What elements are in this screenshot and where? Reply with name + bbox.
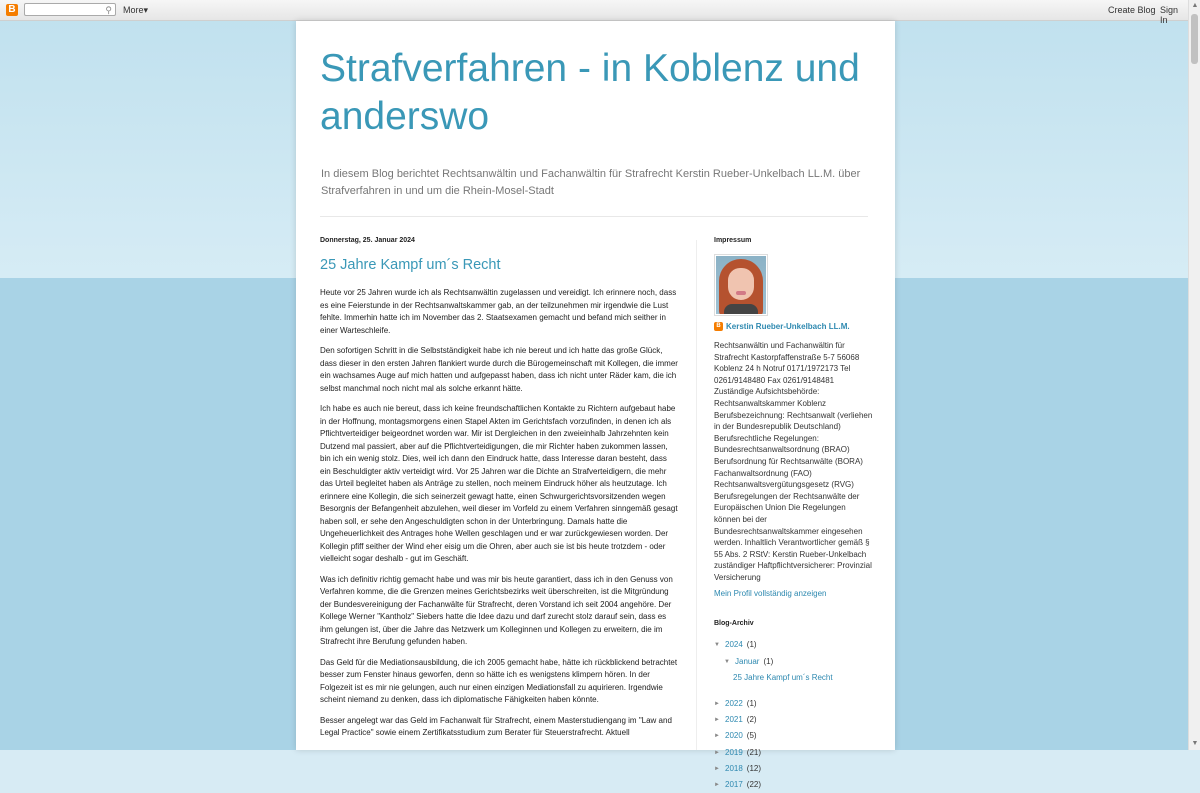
archive-count: (2) xyxy=(746,715,757,725)
collapse-toggle-icon[interactable]: ▼ xyxy=(714,642,720,649)
blog-page xyxy=(296,21,895,789)
header-divider xyxy=(320,216,868,217)
sidebar xyxy=(714,237,874,793)
profile-name-row xyxy=(714,322,874,331)
blogger-navbar xyxy=(0,0,1188,25)
post-body xyxy=(320,287,678,740)
archive-year-2024 xyxy=(714,637,874,653)
archive-post-item xyxy=(714,670,874,686)
profile-photo-image xyxy=(716,256,766,314)
scroll-down-arrow-icon[interactable]: ▼ xyxy=(1191,740,1199,747)
scrollbar[interactable] xyxy=(1188,0,1200,750)
archive-count: (5) xyxy=(746,731,757,741)
search-icon[interactable]: ⚲ xyxy=(105,5,112,15)
archive-year-link[interactable]: 2017 xyxy=(725,779,743,789)
profile-photo[interactable] xyxy=(714,254,768,316)
expand-toggle-icon[interactable]: ► xyxy=(714,781,720,788)
impressum-title: Impressum xyxy=(714,237,752,244)
archive-post-link[interactable]: 25 Jahre Kampf um´s Recht xyxy=(733,672,833,682)
main-column xyxy=(320,237,678,748)
post-paragraph: Den sofortigen Schritt in die Selbstständigkeit habe ich nie bereut und ich hatte das große Glück, dass dieser in den ersten Jahren flankiert wurde durch die Bürogemeinschaft mit Kollegen, die immer ein wachsames Auge auf mich hatten und aufgepasst haben, dass ich nicht unter Räder kam, die ich selbst manchmal noch nicht mal als solche erkannt hätte. xyxy=(320,346,678,393)
expand-toggle-icon[interactable]: ► xyxy=(714,765,720,772)
archive-year-2017 xyxy=(714,777,874,793)
post-paragraph: Heute vor 25 Jahren wurde ich als Rechtsanwältin zugelassen und vereidigt. Ich erinnere noch, dass es eine Feierstunde in der Rechtsanwaltskammer gab, an der teilzunehmen mir irgendwie die Lust fehlte. Immerhin hatte ich im November das 2. Staatsexamen gemacht und befand mich seither in einer Warteschleife. xyxy=(320,288,677,335)
archive-year-link[interactable]: 2024 xyxy=(725,640,743,650)
more-menu-button[interactable]: More▾ xyxy=(123,5,149,15)
archive-year-2021 xyxy=(714,712,874,728)
full-profile-link[interactable]: Mein Profil vollständig anzeigen xyxy=(714,589,827,599)
archive-count: (12) xyxy=(746,763,762,773)
post-paragraph: Was ich definitiv richtig gemacht habe und was mir bis heute garantiert, dass ich in den Genuss von Verfahren komme, die die Grenzen meines Gerichtsbezirks weit überschreiten, ist die Mitgründung der Bundesvereinigung der Fachanwälte für Strafrecht, deren Vorstand ich seit 2004 angehöre. Der Kollege Werner "Kantholz" Siebers hatte die Idee dazu und darf zurecht stolz darauf sein, dass es ihm gelungen ist, über die Jahre das Netzwerk um Kolleginnen und Kollegen zu erweitern, die im Strafrecht ihre Berufung gefunden haben. xyxy=(320,574,673,646)
blogger-profile-icon: B xyxy=(714,322,723,331)
post-paragraph: Ich habe es auch nie bereut, dass ich keine freundschaftlichen Kontakte zu Richtern aufgebaut habe in der Hoffnung, montagsmorgens einen Stapel Akten im Gerichtsfach vorzufinden, in denen ich als Pflichtverteidiger beigeordnet worden war. Mir ist Dergleichen in den zweieinhalb Jahrzehnten kein Dutzend mal passiert, aber auf die Pflichtverteidigungen, die mir Richter haben zukommen lassen, bin ich ein wenig stolz. Dies, weil ich dann den Eindruck hatte, dass Interesse daran besteht, dass ein Beschuldigter aktiv verteidigt wird. Vor 25 Jahren war die Dichte an Strafverteidigern, die mehr das Urteil begleitet haben als Anträge zu stellen, noch meinem Eindruck höher als heutzutage. Ich erinnere eine Kollegin, die sich seinerzeit gewagt hatte, einen Schwurgerichtsvorsitzenden wegen Besorgnis der Befangenheit abzulehen, weil dieser im Vorfeld zu einem Verfahren sinngemäß gesagt haben soll, er sehe den Angeschuldigten schon in der Unterbringung. Damals hatte die Ungeheuerlichkeit des Antrages hohe Wellen geschlagen und er war zurückgewiesen worden. Der Kollegin pfiff seither der Wind eher eisig um die Ohren, aber auch sie ist bis heute trotzdem - oder vielleicht sogar deshalb - gut im Geschäft. xyxy=(320,404,678,563)
blog-archive xyxy=(714,637,874,793)
archive-year-link[interactable]: 2022 xyxy=(725,699,743,709)
archive-year-2022 xyxy=(714,696,874,712)
archive-year-2018 xyxy=(714,761,874,777)
archive-count: (22) xyxy=(746,779,762,789)
scroll-up-arrow-icon[interactable]: ▲ xyxy=(1191,2,1199,9)
archive-year-link[interactable]: 2021 xyxy=(725,715,743,725)
collapse-toggle-icon[interactable]: ▼ xyxy=(724,658,730,665)
blog-title[interactable]: Strafverfahren - in Koblenz und anderswo xyxy=(320,47,860,138)
post-date: Donnerstag, 25. Januar 2024 xyxy=(320,237,415,244)
blogger-logo-icon[interactable]: B xyxy=(6,4,18,16)
profile-about-text: Rechtsanwältin und Fachanwältin für Strafrecht Kastorpfaffenstraße 5-7 56068 Koblenz 24 h Notruf 0171/1972173 Tel 0261/9148480 Fax 0261/9148481 Zuständige Aufsichtsbehörde: Rechtsanwaltskammer Koblenz Berufsbezeichnung: Rechtsanwalt (verliehen in der Bundesrepublik Deutschland) Berufsrechtliche Regelungen: Bundesrechtsanwaltsordnung (BRAO) Berufsordnung für Rechtsanwälte (BORA) Fachanwaltsordnung (FAO) Rechtsanwaltsvergütungsgesetz (RVG) Berufsregelungen der Rechtsanwälte der Europäischen Union Die Regelungen können bei der Bundesrechtsanwaltskammer eingesehen werden. Inhaltlich Verantwortlicher gemäß § 55 Abs. 2 RStV: Kerstin Rueber-Unkelbach zuständiger Haftpflichtversicherer: Provinzial Versicherung xyxy=(714,341,873,582)
archive-year-link[interactable]: 2018 xyxy=(725,763,743,773)
blog-archive-title: Blog-Archiv xyxy=(714,620,754,628)
expand-toggle-icon[interactable]: ► xyxy=(714,717,720,724)
archive-year-link[interactable]: 2020 xyxy=(725,731,743,741)
more-label: More xyxy=(123,5,144,15)
profile-name-link[interactable]: Kerstin Rueber-Unkelbach LL.M. xyxy=(726,322,850,331)
archive-count: (1) xyxy=(763,656,774,666)
archive-count: (1) xyxy=(746,699,757,709)
post-title[interactable]: 25 Jahre Kampf um´s Recht xyxy=(320,257,501,273)
archive-month-link[interactable]: Januar xyxy=(735,656,760,666)
create-blog-link[interactable]: Create Blog xyxy=(1108,5,1156,15)
blog-description: In diesem Blog berichtet Rechtsanwältin und Fachanwältin für Strafrecht Kerstin Rueber-Unkelbach LL.M. über Strafverfahren in und um die Rhein-Mosel-Stadt xyxy=(321,168,861,197)
archive-year-link[interactable]: 2019 xyxy=(725,747,743,757)
expand-toggle-icon[interactable]: ► xyxy=(714,749,720,756)
archive-count: (1) xyxy=(746,640,757,650)
archive-year-2020 xyxy=(714,728,874,744)
archive-month-januar xyxy=(714,654,874,670)
expand-toggle-icon[interactable]: ► xyxy=(714,733,720,740)
column-divider xyxy=(696,240,697,750)
expand-toggle-icon[interactable]: ► xyxy=(714,701,720,708)
post-paragraph: Besser angelegt war das Geld im Fachanwalt für Strafrecht, einem Masterstudiengang im "Law and Legal Practice" sowie einem Zertifikatsstudium zum Berater für Steuerstrafrecht. Aktuell xyxy=(320,715,672,737)
scrollbar-thumb[interactable] xyxy=(1191,14,1198,64)
archive-year-2019 xyxy=(714,745,874,761)
post-paragraph: Das Geld für die Mediationsausbildung, die ich 2005 gemacht habe, hätte ich rückblickend betrachtet besser zum Fenster hinaus geworfen, denn so hätte ich es wenigstens klimpern hören. In der Folgezeit ist es mir nie gelungen, auch nur einen einzigen Mediationsfall zu aquirieren. Irgendwie scheint niemand zu denken, dass ich diplomatische Fähigkeiten haben könnte. xyxy=(320,657,678,704)
search-input[interactable] xyxy=(24,3,116,16)
sign-in-link[interactable]: Sign In xyxy=(1160,5,1179,25)
archive-count: (21) xyxy=(746,747,762,757)
